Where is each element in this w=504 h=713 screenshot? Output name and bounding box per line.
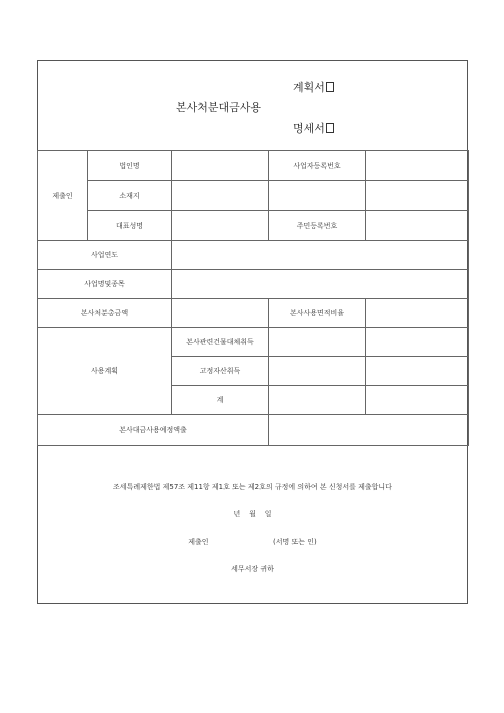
applicant-label: 제출인 (38, 151, 88, 241)
resident-no-label: 주민등록번호 (269, 211, 366, 241)
address-value-1[interactable] (172, 181, 269, 211)
signature-label: (서명 또는 인) (273, 538, 317, 546)
address-value-3[interactable] (366, 181, 469, 211)
hq-ratio-label: 본사사용면적비율 (269, 299, 366, 328)
biz-year-label: 사업연도 (38, 241, 172, 270)
form-table (37, 150, 469, 446)
corp-name-value[interactable] (172, 151, 269, 181)
declaration-submitter-line (37, 537, 468, 547)
usage-total-value-2[interactable] (366, 386, 469, 415)
biz-type-value[interactable] (172, 270, 469, 299)
row-usage-building (38, 328, 469, 357)
biz-type-label: 사업명및종목 (38, 270, 172, 299)
submitter-label: 제출인 (188, 538, 209, 546)
rep-name-value[interactable] (172, 211, 269, 241)
hq-total-value[interactable] (172, 299, 269, 328)
plan-checkbox[interactable] (326, 82, 334, 92)
expected-label: 본사대금사용예정액출 (38, 415, 269, 446)
usage-building-value-1[interactable] (269, 328, 366, 357)
row-hq-total (38, 299, 469, 328)
declaration-date: 년 월 일 (233, 510, 272, 518)
title-plan: 계획서 (293, 79, 334, 95)
expected-value[interactable] (269, 415, 469, 446)
declaration-statement: 조세특례제한법 제57조 제11항 제1호 또는 제2호의 규정에 의하여 본 신청서를 제출합니다 (113, 483, 392, 491)
statement-checkbox[interactable] (326, 123, 334, 133)
usage-total-value-1[interactable] (269, 386, 366, 415)
usage-fixed-label: 고정자산취득 (172, 357, 269, 386)
row-expected (38, 415, 469, 446)
biz-reg-no-label: 사업자등록번호 (269, 151, 366, 181)
resident-no-value[interactable] (366, 211, 469, 241)
biz-reg-no-value[interactable] (366, 151, 469, 181)
hq-ratio-value[interactable] (366, 299, 469, 328)
usage-total-label: 계 (172, 386, 269, 415)
usage-fixed-value-1[interactable] (269, 357, 366, 386)
rep-name-label: 대표성명 (88, 211, 172, 241)
corp-name-label: 법인명 (88, 151, 172, 181)
biz-year-value[interactable] (172, 241, 469, 270)
row-rep-name (38, 211, 469, 241)
row-biz-type (38, 270, 469, 299)
usage-plan-label: 사용계획 (38, 328, 172, 415)
usage-building-value-2[interactable] (366, 328, 469, 357)
address-label: 소재지 (88, 181, 172, 211)
usage-fixed-value-2[interactable] (366, 357, 469, 386)
declaration-recipient: 세무서장 귀하 (231, 565, 274, 573)
title-statement: 명세서 (293, 120, 334, 136)
address-value-2[interactable] (269, 181, 366, 211)
form-title: 본사처분대금사용 (176, 101, 262, 114)
row-corp-name (38, 151, 469, 181)
row-address (38, 181, 469, 211)
hq-total-label: 본사처분총금액 (38, 299, 172, 328)
row-biz-year (38, 241, 469, 270)
usage-building-label: 본사관련건물대체취득 (172, 328, 269, 357)
